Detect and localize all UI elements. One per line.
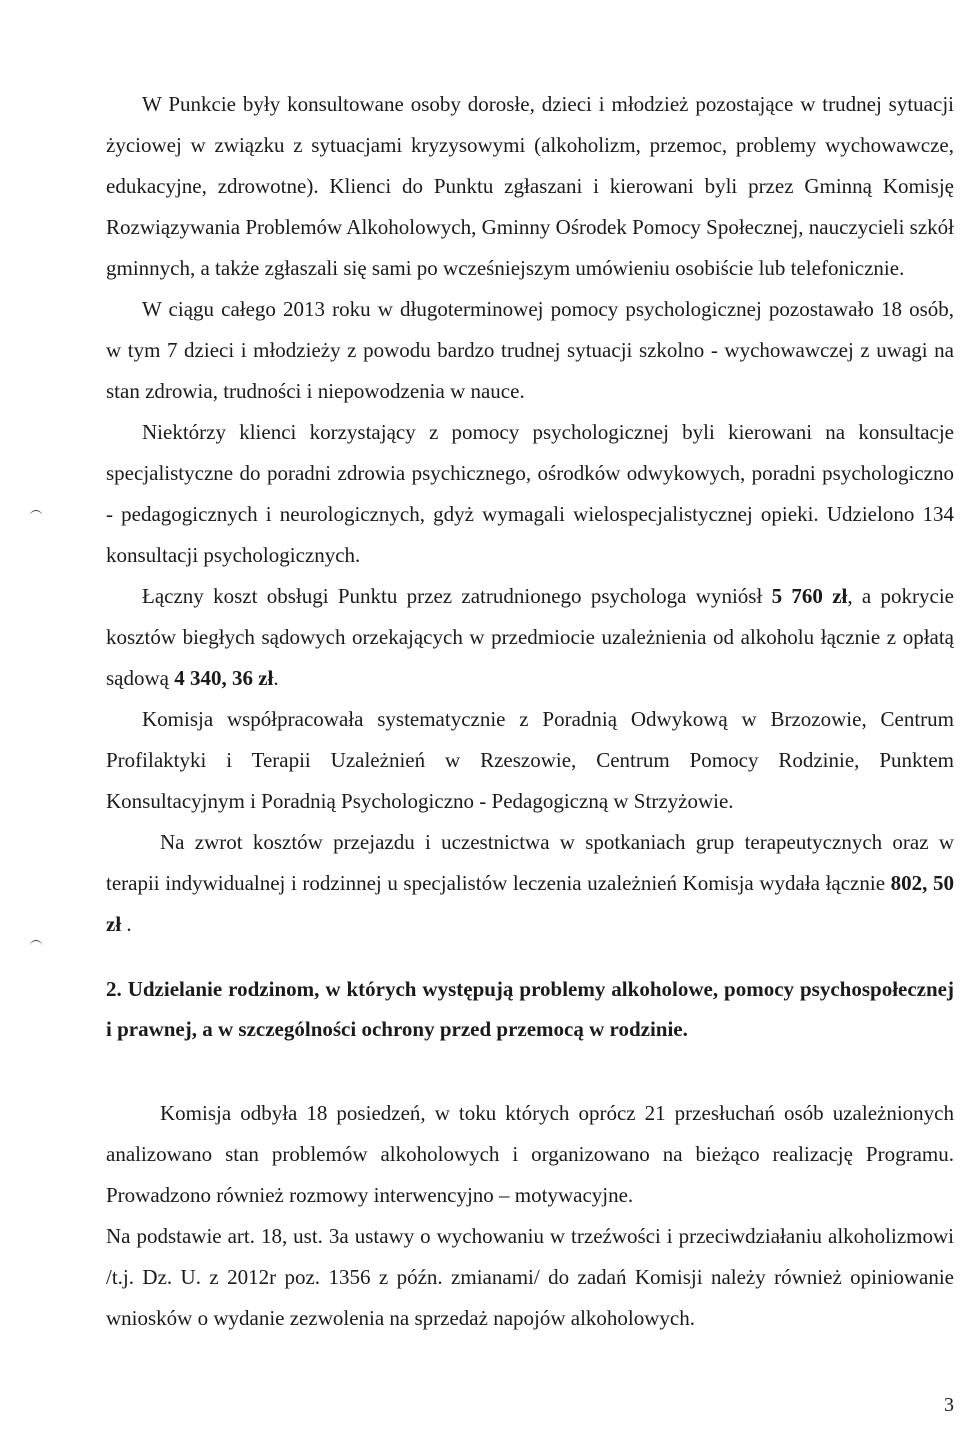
margin-mark	[30, 940, 42, 947]
paragraph-consultations: W Punkcie były konsultowane osoby dorosłe, dzieci i młodzież pozostające w trudnej sytuacji życiowej w związku z sytuacjami kryzysowymi (alkoholizm, przemoc, problemy wychowawcze, edukacyjne, zdrowotne). Klienci do Punktu zgłaszani i kierowani byli przez Gminną Komisję Rozwiązywania Problemów Alkoholowych, Gminny Ośrodek Pomocy Społecznej, nauczycieli szkół gminnych, a także zgłaszali się sami po wcześniejszym umówieniu osobiście lub telefonicznie.	[106, 92, 954, 280]
reimbursement-text-b: .	[121, 912, 132, 936]
paragraph-legal-basis: Na podstawie art. 18, ust. 3a ustawy o wychowaniu w trzeźwości i przeciwdziałaniu alkoholizmowi /t.j. Dz. U. z 2012r poz. 1356 z późn. zmianami/ do zadań Komisji należy również opiniowanie wniosków o wydanie zezwolenia na sprzedaż napojów alkoholowych.	[106, 1224, 954, 1330]
reimbursement-text-a: Na zwrot kosztów przejazdu i uczestnictwa w spotkaniach grup terapeutycznych oraz w terapii indywidualnej i rodzinnej u specjalistów leczenia uzależnień Komisja wydała łącznie	[106, 830, 954, 895]
court-cost-amount: 4 340, 36 zł	[174, 666, 274, 690]
document-body	[106, 84, 954, 1339]
paragraph-long-term-help: W ciągu całego 2013 roku w długoterminowej pomocy psychologicznej pozostawało 18 osób, w tym 7 dzieci i młodzieży z powodu bardzo trudnej sytuacji szkolno - wychowawczej z uwagi na stan zdrowia, trudności i niepowodzenia w nauce.	[106, 297, 954, 403]
psychologist-cost-amount: 5 760 zł	[771, 584, 848, 608]
reimbursement-amount: 802, 50 zł	[106, 871, 954, 936]
margin-mark	[30, 510, 42, 517]
page-number: 3	[944, 1394, 954, 1416]
costs-text-b: , a pokrycie kosztów biegłych sądowych orzekających w przedmiocie uzależnienia od alkoholu łącznie z opłatą sądową	[106, 584, 954, 690]
paragraph-referrals: Niektórzy klienci korzystający z pomocy psychologicznej byli kierowani na konsultacje specjalistyczne do poradni zdrowia psychicznego, ośrodków odwykowych, poradni psychologiczno - pedagogicznych i neurologicznych, gdyż wymagali wielospecjalistycznej opieki. Udzielono 134 konsultacji psychologicznych.	[106, 420, 954, 567]
paragraph-reimbursement	[106, 822, 954, 945]
paragraph-costs	[106, 576, 954, 699]
section-heading: 2. Udzielanie rodzinom, w których występują problemy alkoholowe, pomocy psychospołecznej i prawnej, a w szczególności ochrony przed przemocą w rodzinie.	[106, 977, 954, 1041]
paragraph-cooperation: Komisja współpracowała systematycznie z Poradnią Odwykową w Brzozowie, Centrum Profilaktyki i Terapii Uzależnień w Rzeszowie, Centrum Pomocy Rodzinie, Punktem Konsultacyjnym i Poradnią Psychologiczno - Pedagogiczną w Strzyżowie.	[106, 707, 954, 813]
paragraph-meetings: Komisja odbyła 18 posiedzeń, w toku których oprócz 21 przesłuchań osób uzależnionych analizowano stan problemów alkoholowych i organizowano na bieżąco realizację Programu. Prowadzono również rozmowy interwencyjno – motywacyjne.	[106, 1101, 954, 1207]
costs-text-c: .	[273, 666, 279, 690]
costs-text-a: Łączny koszt obsługi Punktu przez zatrudnionego psychologa wyniósł	[142, 584, 772, 608]
